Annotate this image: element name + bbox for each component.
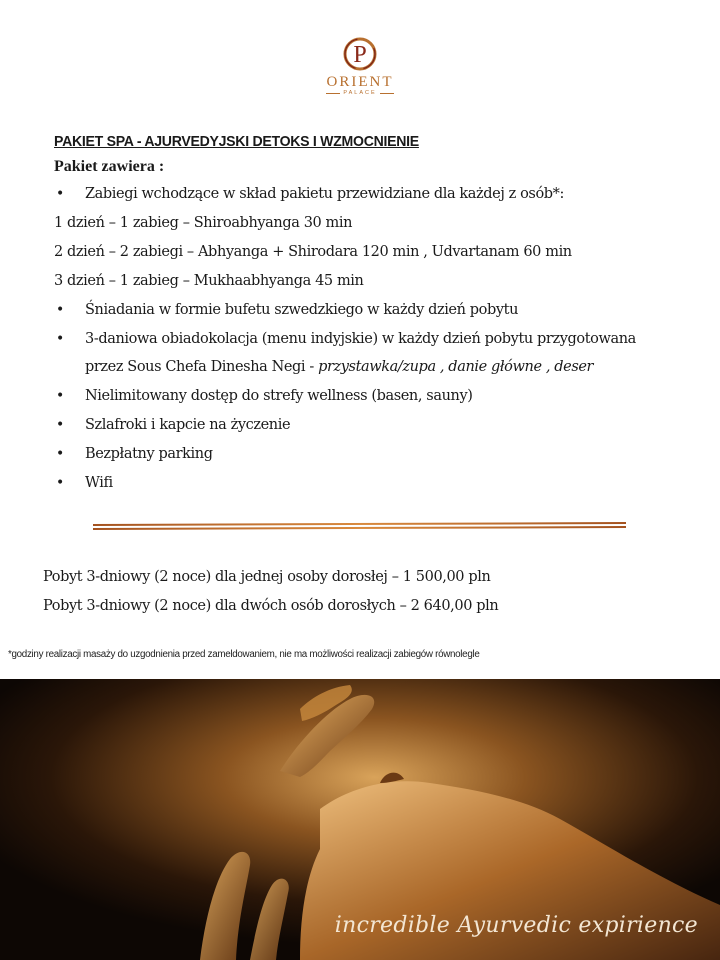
price-double: Pobyt 3-dniowy (2 noce) dla dwóch osób dorosłych – 2 640,00 pln bbox=[43, 598, 499, 614]
ayurveda-photo bbox=[0, 679, 720, 960]
list-item: • Nielimitowany dostęp do strefy wellness (basen, sauny) bbox=[54, 382, 694, 411]
monogram-icon bbox=[340, 34, 380, 74]
includes-label: Pakiet zawiera : bbox=[54, 158, 165, 175]
slogan: incredible Ayurvedic expirience bbox=[334, 913, 698, 938]
bullet-icon: • bbox=[56, 302, 64, 318]
price-list bbox=[43, 563, 498, 621]
list-item-continuation: przez Sous Chefa Dinesha Negi - przystawka/zupa , danie główne , deser bbox=[85, 359, 594, 375]
svg-text:P: P bbox=[353, 42, 367, 68]
bullet-icon: • bbox=[56, 446, 64, 462]
bullet-icon: • bbox=[56, 388, 64, 404]
footnote: *godziny realizacji masaży do uzgodnienia przed zameldowaniem, nie ma możliwości realizacji zabiegów równolegle bbox=[8, 649, 480, 660]
day-1-treatment: 1 dzień – 1 zabieg – Shiroabhyanga 30 min bbox=[54, 215, 353, 231]
day-3-treatment: 3 dzień – 1 zabieg – Mukhaabhyanga 45 min bbox=[54, 273, 364, 289]
list-item: • Zabiegi wchodzące w skład pakietu przewidziane dla każdej z osób*: bbox=[54, 180, 694, 209]
decorative-divider bbox=[93, 521, 626, 531]
logo-name: ORIENT bbox=[326, 74, 394, 90]
list-item: • Wifi bbox=[54, 469, 694, 498]
dinner-courses: przystawka/zupa , danie główne , deser bbox=[318, 359, 594, 375]
list-item: • 3-daniowa obiadokolacja (menu indyjskie) w każdy dzień pobytu przygotowana bbox=[54, 325, 694, 354]
day-2-treatment: 2 dzień – 2 zabiegi – Abhyanga + Shirodara 120 min , Udvartanam 60 min bbox=[54, 244, 572, 260]
list-item: • Bezpłatny parking bbox=[54, 440, 694, 469]
price-single: Pobyt 3-dniowy (2 noce) dla jednej osoby dorosłej – 1 500,00 pln bbox=[43, 569, 491, 585]
list-item: • Śniadania w formie bufetu szwedzkiego w każdy dzień pobytu bbox=[54, 296, 694, 325]
bullet-icon: • bbox=[56, 331, 64, 347]
package-title: PAKIET SPA - AJURVEDYJSKI DETOKS I WZMOCNIENIE bbox=[54, 133, 419, 150]
bullet-icon: • bbox=[56, 417, 64, 433]
package-description bbox=[54, 133, 694, 498]
bullet-icon: • bbox=[56, 475, 64, 491]
list-item: • Szlafroki i kapcie na życzenie bbox=[54, 411, 694, 440]
bullet-icon: • bbox=[56, 186, 64, 202]
orient-palace-logo bbox=[318, 34, 402, 104]
logo-subtitle: PALACE bbox=[318, 89, 402, 97]
